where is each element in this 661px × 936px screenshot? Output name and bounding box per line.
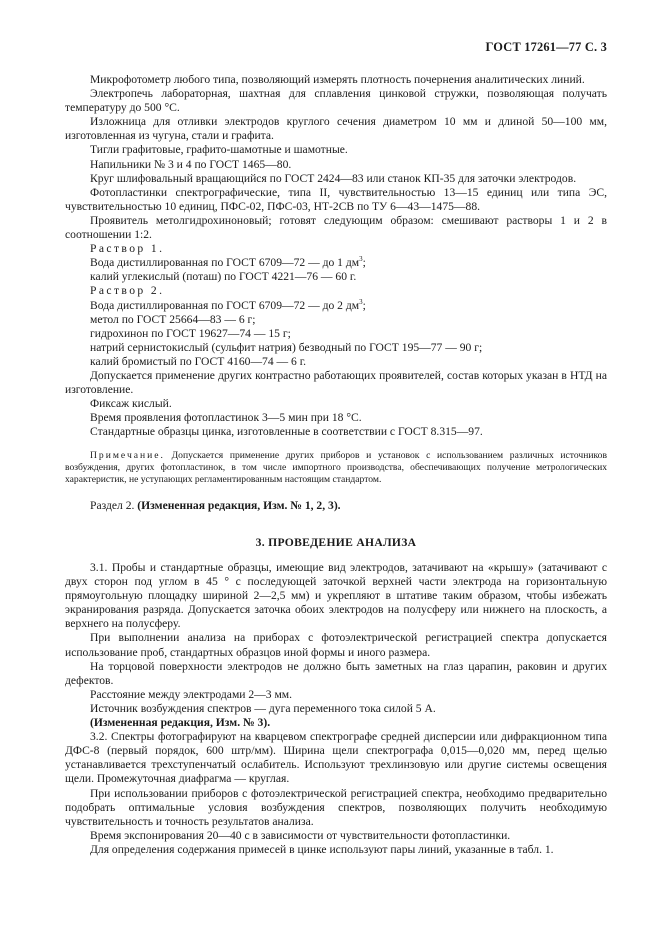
solution-2-water-text: Вода дистиллированная по ГОСТ 6709—72 — до 2 дм — [90, 298, 360, 312]
equipment-item: Фотопластинки спектрографические, типа II, чувствительностью 13—15 единиц или типа ЭС, чувствительностью 10 единиц, ПФС-02, ПФС-03, НТ-2СВ по ТУ 6—43—1475—88. — [65, 185, 607, 213]
solution-2-water: Вода дистиллированная по ГОСТ 6709—72 — до 2 $дм^3$; — [90, 297, 366, 312]
solution-2-water-sup: 3 — [359, 297, 363, 306]
equipment-item: Проявитель метолгидрохиноновый; готовят следующим образом: смешивают растворы 1 и 2 в соотношении 1:2. — [65, 213, 607, 242]
section-3-paragraph: Источник возбуждения спектров — дуга переменного тока силой 5 А. — [90, 701, 436, 715]
solution-1-water-text: Вода дистиллированная по ГОСТ 6709—72 — до 1 дм — [90, 256, 360, 270]
solution-1-item: калий углекислый (поташ) по ГОСТ 4221—76 — 60 г. — [90, 270, 357, 284]
after-solutions-item: Стандартные образцы цинка, изготовленные в соответствии с ГОСТ 8.315—97. — [90, 425, 483, 439]
equipment-item: Напильники № 3 и 4 по ГОСТ 1465—80. — [90, 157, 292, 171]
solution-1-water-sup: 3 — [359, 255, 363, 264]
equipment-item: Тигли графитовые, графито-шамотные и шамотные. — [90, 143, 348, 157]
section-3-paragraph: На торцовой поверхности электродов не должно быть заметных на глаз царапин, раковин и других дефектов. — [65, 659, 607, 687]
page-header: ГОСТ 17261—77 С. 3 — [485, 40, 607, 54]
section-2-edit-prefix: Раздел 2. — [90, 498, 135, 512]
section-2-edit-bold: (Измененная редакция, Изм. № 1, 2, 3). — [137, 498, 341, 512]
section-3-title: 3. ПРОВЕДЕНИЕ АНАЛИЗА — [255, 535, 417, 549]
section-3-paragraph: 3.2. Спектры фотографируют на кварцевом спектрографе средней дисперсии или дифракционном типа ДФС-8 (первый порядок, 600 штр/мм). Ширина щели спектрографа 0,015—0,020 мм, перед щелью устанавливается трехступенчатый ослабитель. Используют трехлинзовую или другие системы освещения щели. Промежуточная диафрагма — круглая. — [65, 730, 607, 786]
solution-1-water: Вода дистиллированная по ГОСТ 6709—72 — до 1 $дм^3$; — [90, 255, 366, 270]
section-3-paragraph: Для определения содержания примесей в цинке используют пары линий, указанные в табл. 1. — [90, 842, 554, 856]
solution-2-item: гидрохинон по ГОСТ 19627—74 — 15 г; — [90, 326, 291, 340]
note-label: Примечание. — [90, 450, 165, 462]
section-3-edit-reference: (Измененная редакция, Изм. № 3). — [90, 716, 271, 730]
after-solutions-item: Время проявления фотопластинок 3—5 мин при 18 °С. — [90, 411, 362, 425]
section-2-edit-reference — [65, 499, 607, 513]
solution-2-title: Раствор 2. — [90, 284, 165, 298]
equipment-item: Изложница для отливки электродов круглого сечения диаметром 10 мм и длиной 50—100 мм, изготовленная из чугуна, стали и графита. — [65, 115, 607, 143]
note-text: Допускается применение других приборов и установок с использованием различных источников возбуждения, других фотопластинок, в том числе импортного производства, обеспечивающих получение метрологических характеристик, не уступающих регламентированным настоящим стандартом. — [65, 450, 607, 486]
equipment-item: Микрофотометр любого типа, позволяющий измерять плотность почернения аналитических линий. — [90, 73, 585, 86]
equipment-item: Круг шлифовальный вращающийся по ГОСТ 2424—83 или станок КП-35 для заточки электродов. — [90, 171, 577, 185]
solution-2-item: калий бромистый по ГОСТ 4160—74 — 6 г. — [90, 354, 307, 368]
document-body — [65, 73, 607, 857]
after-solutions-item: Допускается применение других контрастно работающих проявителей, состав которых указан в НТД на изготовление. — [65, 368, 607, 397]
section-3-paragraph: При выполнении анализа на приборах с фотоэлектрической регистрацией спектра допускается использование проб, стандартных образцов иной формы и иного размера. — [65, 631, 607, 659]
solution-1-title: Раствор 1. — [90, 242, 165, 256]
equipment-item: Электропечь лабораторная, шахтная для сплавления цинковой стружки, позволяющая получать температуру до 500 °С. — [65, 87, 607, 115]
section-3-paragraph: Расстояние между электродами 2—3 мм. — [90, 687, 293, 701]
section-3-paragraph: Время экспонирования 20—40 с в зависимости от чувствительности фотопластинки. — [90, 828, 511, 842]
solution-2-item: натрий сернистокислый (сульфит натрия) безводный по ГОСТ 195—77 — 90 г; — [90, 340, 483, 354]
after-solutions-item: Фиксаж кислый. — [90, 397, 172, 411]
solution-2-item: метол по ГОСТ 25664—83 — 6 г; — [90, 312, 256, 326]
note — [65, 450, 607, 485]
section-3-paragraph: При использовании приборов с фотоэлектрической регистрацией спектра, необходимо предварительно подобрать оптимальные условия возбуждения спектров, позволяющих получить необходимую чувствительность и точность результатов анализа. — [65, 786, 607, 828]
section-3-paragraph: 3.1. Пробы и стандартные образцы, имеющие вид электродов, затачивают на «крышу» (затачивают с двух сторон под углом в 45 ° с последующей заточкой верхней части электрода на горизонтальную прямоугольную площадку шириной 2—2,5 мм) и укрепляют в штативе таким образом, чтобы избежать экранирования разряда. Допускается заточка обоих электродов на полусферу или нижнего на плоскость, а верхнего на полусферу. — [65, 561, 607, 631]
